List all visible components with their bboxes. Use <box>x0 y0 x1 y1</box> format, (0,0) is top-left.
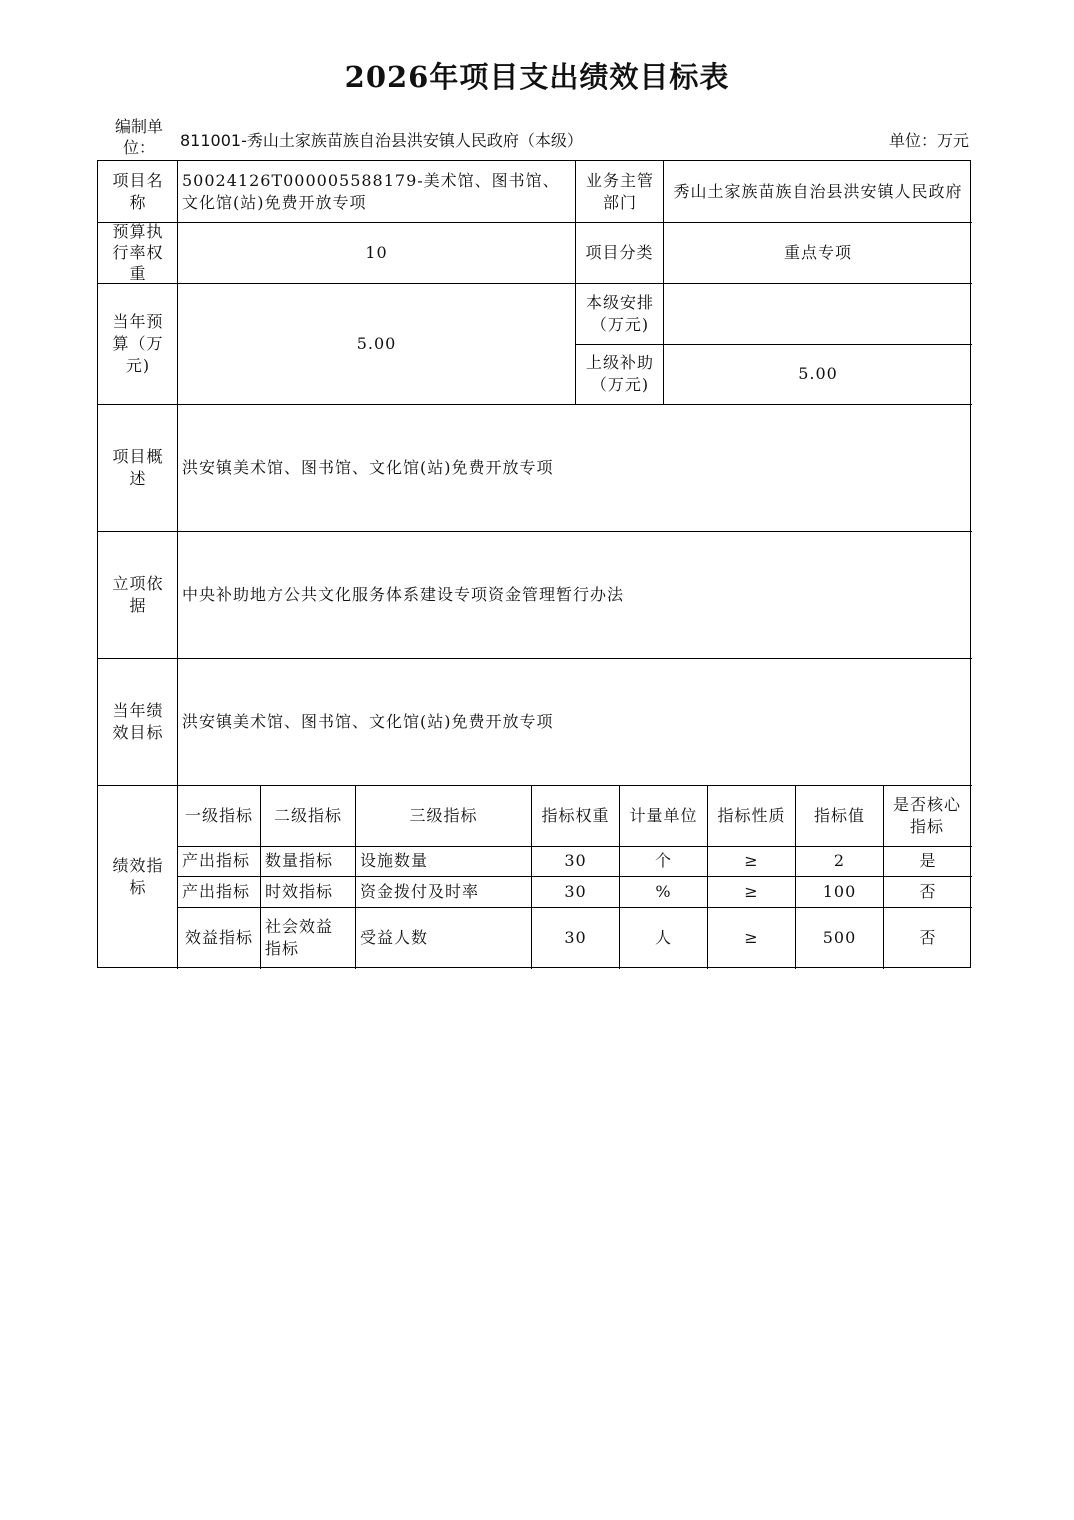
overview-value: 洪安镇美术馆、图书馆、文化馆(站)免费开放专项 <box>182 457 554 477</box>
dept-label: 业务主管部门 <box>585 170 654 212</box>
project-name-label: 项目名称 <box>112 170 164 212</box>
indicator-cell: ≥ <box>744 881 759 901</box>
category-value: 重点专项 <box>783 242 852 262</box>
indicator-cell: % <box>655 881 672 901</box>
indicator-cell: 产出指标 <box>182 881 251 901</box>
basis-label: 立项依据 <box>112 573 164 615</box>
indicator-cell: 否 <box>919 928 937 947</box>
goal-label: 当年绩效目标 <box>112 700 164 742</box>
local-funding-label: 本级安排（万元) <box>585 292 654 334</box>
basis-value: 中央补助地方公共文化服务体系建设专项资金管理暂行办法 <box>182 584 625 604</box>
indicator-cell: ≥ <box>744 928 759 947</box>
indicator-header: 三级指标 <box>409 805 478 825</box>
indicator-header: 计量单位 <box>629 805 698 825</box>
indicator-cell: 效益指标 <box>184 928 253 947</box>
local-funding-value <box>664 283 972 344</box>
indicator-cell: 社会效益指标 <box>265 917 334 958</box>
goal-value: 洪安镇美术馆、图书馆、文化馆(站)免费开放专项 <box>182 711 554 731</box>
indicator-cell: 设施数量 <box>360 851 429 870</box>
indicators-label: 绩效指标 <box>112 856 164 897</box>
indicator-cell: 30 <box>564 928 587 947</box>
indicator-cell: 是 <box>919 851 937 870</box>
weight-label: 预算执行率权重 <box>112 222 164 283</box>
org-label: 编制单位： <box>114 117 163 157</box>
indicator-cell: 时效指标 <box>265 881 334 901</box>
overview-label: 项目概述 <box>112 446 164 488</box>
indicator-cell: 数量指标 <box>265 851 334 870</box>
document-title: 2026年项目支出绩效目标表 <box>344 60 730 94</box>
project-name-value: 50024126T000005588179-美术馆、图书馆、文化馆(站)免费开放专项 <box>182 170 560 212</box>
indicator-header: 指标权重 <box>541 805 610 825</box>
indicator-header: 是否核心指标 <box>892 794 961 836</box>
budget-label: 当年预算（万元) <box>112 311 164 375</box>
indicator-header: 指标值 <box>813 805 865 825</box>
org-name: 811001-秀山土家族苗族自治县洪安镇人民政府（本级） <box>180 131 583 150</box>
upper-funding-label: 上级补助（万元) <box>585 353 654 394</box>
indicator-cell: 产出指标 <box>182 851 251 870</box>
indicator-cell: 30 <box>564 881 587 901</box>
indicator-cell: 500 <box>822 928 857 947</box>
indicator-cell: 30 <box>564 851 587 870</box>
indicator-header: 指标性质 <box>717 805 786 825</box>
indicator-header: 二级指标 <box>273 805 342 825</box>
budget-value: 5.00 <box>356 333 397 353</box>
upper-funding-value: 5.00 <box>798 364 838 383</box>
indicator-cell: 100 <box>822 881 857 901</box>
performance-table <box>97 160 971 968</box>
weight-value: 10 <box>365 242 388 262</box>
indicator-cell: 2 <box>833 851 846 870</box>
indicator-cell: 资金拨付及时率 <box>360 881 480 901</box>
indicator-header: 一级指标 <box>184 805 253 825</box>
indicator-cell: 人 <box>654 928 672 947</box>
indicator-cell: 个 <box>654 851 672 870</box>
unit-label: 单位：万元 <box>888 131 969 150</box>
indicator-cell: ≥ <box>744 851 759 870</box>
category-label: 项目分类 <box>585 242 654 262</box>
indicator-cell: 受益人数 <box>360 928 429 947</box>
dept-value: 秀山土家族苗族自治县洪安镇人民政府 <box>673 181 963 201</box>
indicator-cell: 否 <box>919 881 937 901</box>
